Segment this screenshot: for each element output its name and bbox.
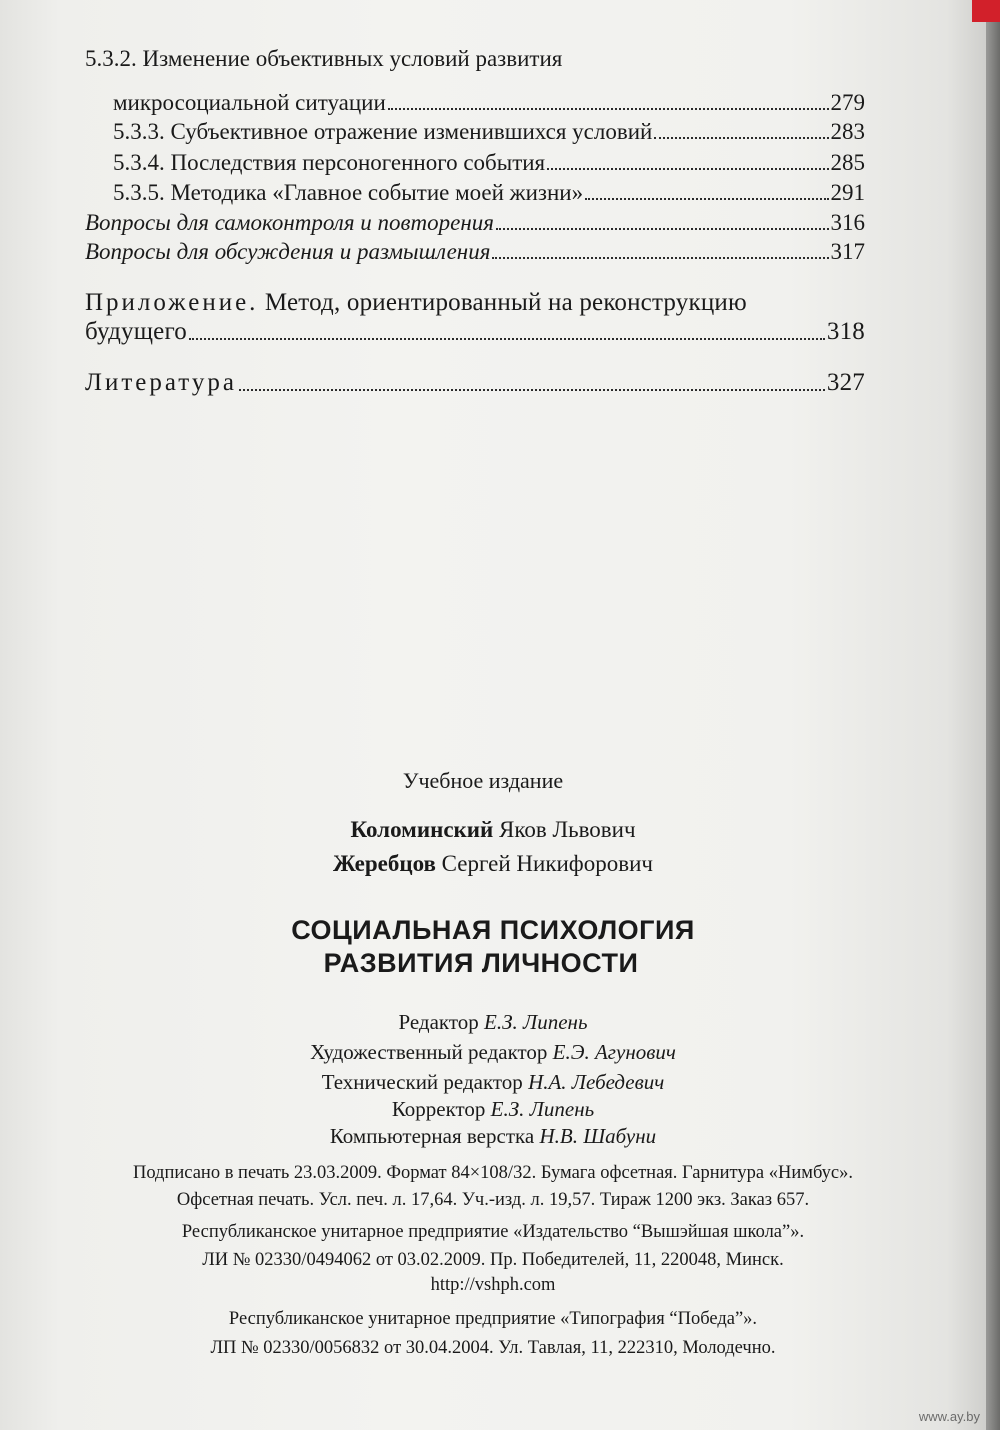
credit-person: Н.А. Лебедевич — [528, 1070, 665, 1094]
credit-person: Е.З. Липень — [484, 1010, 588, 1034]
book-title-line: РАЗВИТИЯ ЛИЧНОСТИ — [323, 948, 639, 978]
author-line — [0, 851, 986, 877]
toc-entry — [85, 176, 865, 206]
toc-entry — [85, 146, 865, 176]
toc-leader — [654, 133, 828, 139]
toc-entry — [85, 316, 865, 346]
toc-entry-text: 5.3.4. Последствия персоногенного события — [113, 150, 546, 175]
toc-entry — [85, 235, 865, 265]
toc-entry — [85, 86, 865, 116]
toc-entry-text: будущего — [85, 318, 187, 345]
credit-line — [0, 1010, 986, 1035]
page-edge — [986, 0, 1000, 1430]
toc-page-number: 285 — [830, 150, 865, 175]
credit-line — [0, 1040, 986, 1065]
credit-person: Н.В. Шабуни — [539, 1124, 657, 1148]
credit-person: Е.Э. Агунович — [552, 1040, 676, 1064]
toc-entry-literature — [85, 367, 865, 397]
credit-person: Е.З. Липень — [490, 1097, 595, 1121]
credit-line — [0, 1097, 986, 1122]
toc-leader — [496, 224, 829, 230]
toc-page-number: 291 — [830, 180, 865, 205]
imprint-line: Республиканское унитарное предприятие «Издательство “Вышэйшая школа”». — [181, 1222, 805, 1242]
toc-entry-text: 5.3.2. Изменение объективных условий развития — [85, 46, 563, 71]
credit-role: Компьютерная верстка — [329, 1124, 535, 1148]
toc-entry-text: Метод, ориентированный на реконструкцию — [264, 289, 747, 316]
toc-entry-text: микросоциальной ситуации — [113, 90, 386, 115]
toc-leader — [239, 385, 825, 391]
author-surname: Жеребцов — [333, 851, 436, 876]
imprint-line: Офсетная печать. Усл. печ. л. 17,64. Уч.-изд. л. 19,57. Тираж 1200 экз. Заказ 657. — [176, 1190, 810, 1210]
imprint-line: Республиканское унитарное предприятие «Типография “Победа”». — [228, 1309, 758, 1329]
toc-page-number: 318 — [826, 318, 865, 345]
toc-page-number: 279 — [830, 90, 865, 115]
toc-leader — [547, 164, 828, 170]
toc-entry — [85, 206, 865, 236]
imprint-line: ЛП № 02330/0056832 от 30.04.2004. Ул. Тавлая, 11, 222310, Молодечно. — [210, 1338, 776, 1358]
toc-entry — [85, 42, 865, 72]
credit-line — [0, 1124, 986, 1149]
toc-entry-heading: Литература — [85, 369, 237, 396]
author-surname: Коломинский — [350, 817, 494, 842]
author-name: Яков Львович — [499, 817, 636, 842]
toc-entry — [85, 115, 865, 145]
toc-page-number: 316 — [830, 210, 865, 235]
imprint-line: ЛИ № 02330/0494062 от 03.02.2009. Пр. Победителей, 11, 220048, Минск. — [202, 1250, 784, 1270]
toc-page-number: 317 — [830, 239, 865, 264]
toc-entry-text: 5.3.5. Методика «Главное событие моей жизни» — [113, 180, 584, 205]
toc-entry-text: 5.3.3. Субъективное отражение изменившихся условий — [113, 119, 653, 144]
toc-leader — [585, 194, 828, 200]
watermark: www.ay.by — [918, 1409, 980, 1424]
toc-entry-appendix — [85, 287, 865, 317]
credit-role: Художественный редактор — [310, 1040, 548, 1064]
toc-entry-text: Вопросы для самоконтроля и повторения — [85, 210, 494, 235]
edition-type: Учебное издание — [402, 768, 564, 793]
credit-line — [0, 1070, 986, 1095]
toc-entry-heading: Приложение. — [85, 289, 259, 316]
credit-role: Редактор — [398, 1010, 479, 1034]
toc-page-number: 327 — [826, 369, 865, 396]
toc-leader — [388, 104, 829, 110]
toc-leader — [492, 253, 828, 259]
book-title-line: СОЦИАЛЬНАЯ ПСИХОЛОГИЯ — [291, 915, 695, 945]
toc-entry-text: Вопросы для обсуждения и размышления — [85, 239, 491, 264]
publisher-url: http://vshph.com — [430, 1275, 556, 1295]
credit-role: Корректор — [391, 1097, 486, 1121]
author-name: Сергей Никифорович — [441, 851, 653, 876]
imprint-line: Подписано в печать 23.03.2009. Формат 84×108/32. Бумага офсетная. Гарнитура «Нимбус». — [132, 1163, 853, 1183]
credit-role: Технический редактор — [321, 1070, 523, 1094]
bookmark-ribbon — [972, 0, 1000, 22]
toc-leader — [189, 334, 825, 340]
toc-page-number: 283 — [830, 119, 865, 144]
author-line — [0, 817, 986, 843]
